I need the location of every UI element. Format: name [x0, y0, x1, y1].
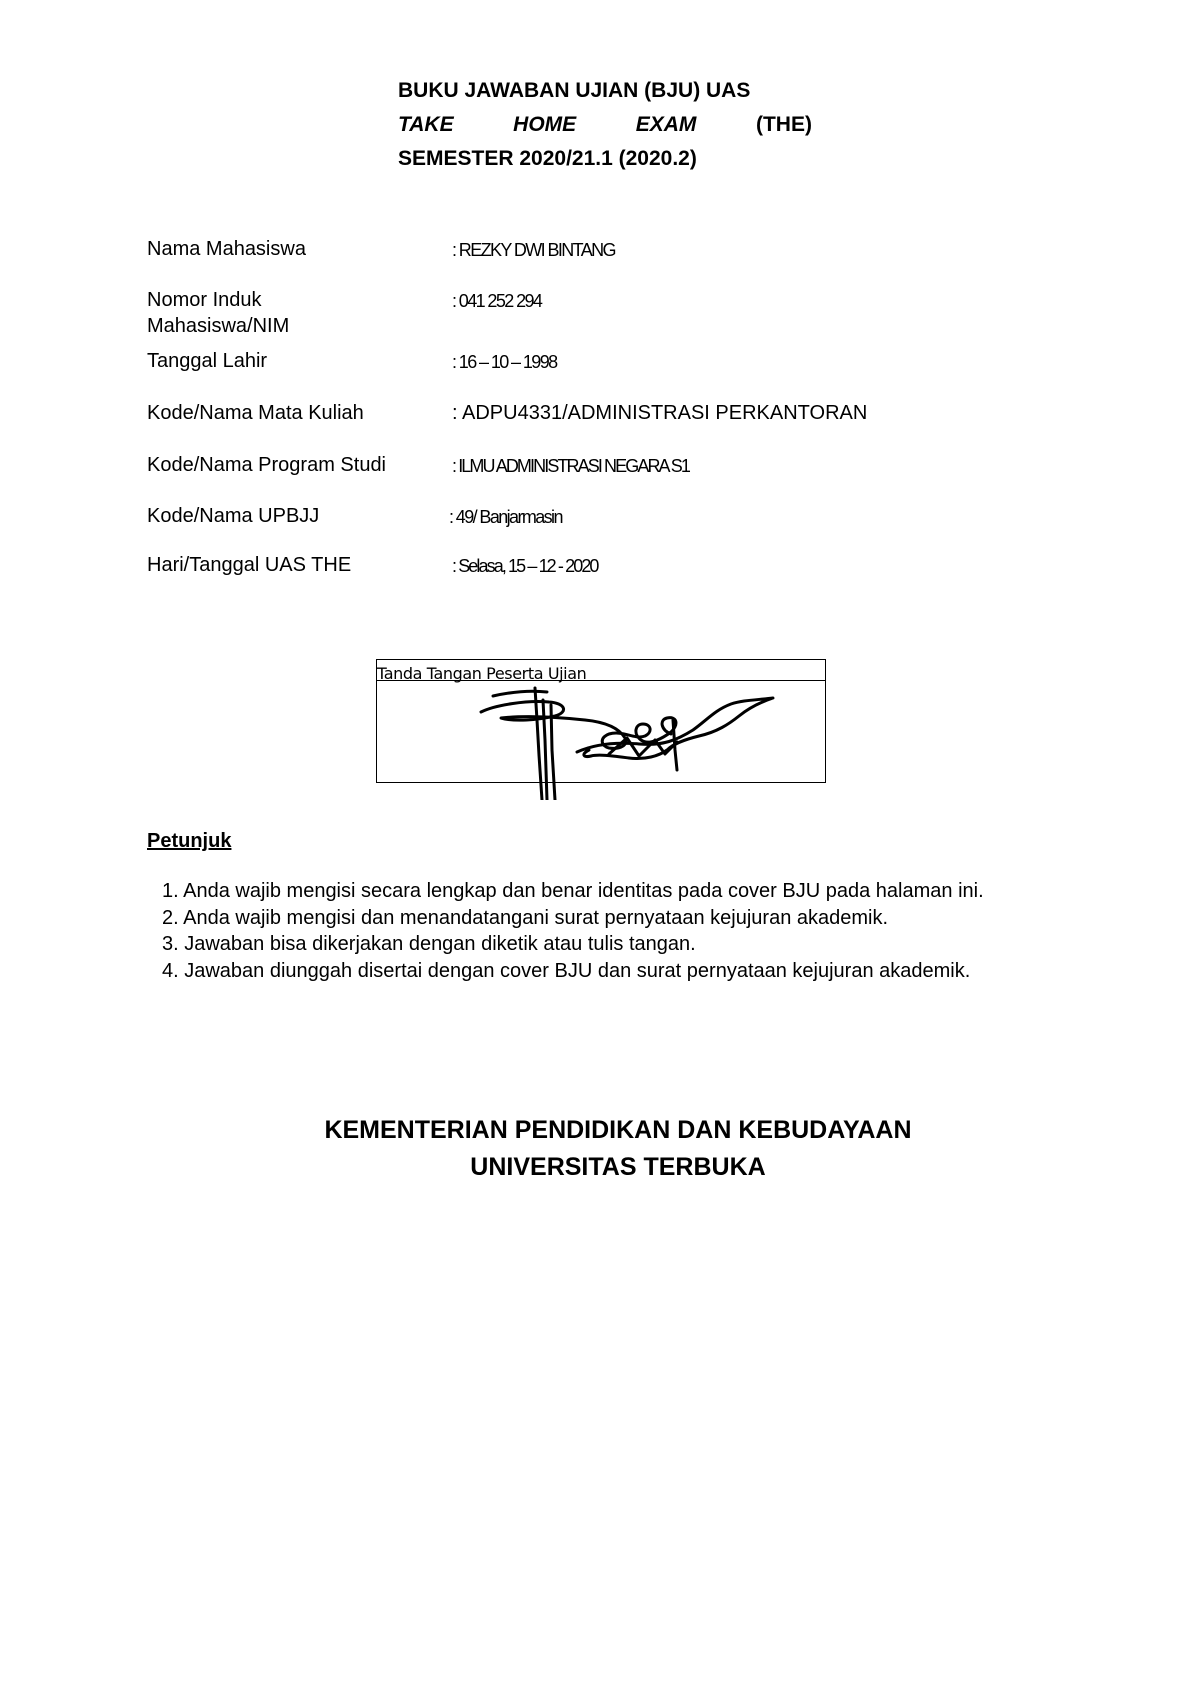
value-program-studi: : ILMU ADMINISTRASI NEGARA S1: [452, 456, 689, 476]
title-line-2: [398, 108, 812, 142]
label-mata-kuliah: Kode/Nama Mata Kuliah: [147, 402, 364, 424]
institution-footer: [0, 1112, 1200, 1186]
value-mata-kuliah: : ADPU4331/ADMINISTRASI PERKANTORAN: [452, 402, 868, 424]
instructions-title: Petunjuk: [147, 830, 232, 852]
instruction-item: 2. Anda wajib mengisi dan menandatangani surat pernyataan kejujuran akademik.: [162, 906, 889, 929]
signature-label: Tanda Tangan Peserta Ujian: [377, 664, 587, 683]
label-nim: Mahasiswa/NIM: [147, 315, 290, 337]
signature-drawing: [377, 660, 825, 800]
signature-stroke-vertical-1: [535, 688, 542, 800]
label-program-studi: Kode/Nama Program Studi: [147, 454, 387, 476]
document-title: [398, 74, 812, 176]
instructions-list: [162, 878, 984, 984]
title-word-exam: EXAM: [635, 113, 697, 136]
signature-stroke-vertical-2: [543, 700, 547, 800]
label-upbjj: Kode/Nama UPBJJ: [147, 505, 320, 527]
label-hari-tanggal: Hari/Tanggal UAS THE: [147, 554, 352, 576]
value-nim: : 041 252 294: [452, 291, 542, 311]
signature-box: [376, 659, 826, 783]
value-hari-tanggal: : Selasa, 15 – 12 - 2020: [452, 556, 598, 576]
title-line-1: BUKU JAWABAN UJIAN (BJU) UAS: [398, 79, 751, 102]
title-word-the: (THE): [755, 113, 812, 136]
instruction-item: 4. Jawaban diunggah disertai dengan cover BJU dan surat pernyataan kejujuran akademik.: [162, 959, 971, 982]
signature-stroke-main: [481, 702, 676, 749]
value-upbjj: : 49/ Banjarmasin: [449, 507, 562, 527]
title-line-3: SEMESTER 2020/21.1 (2020.2): [398, 147, 697, 170]
footer-university: UNIVERSITAS TERBUKA: [470, 1153, 766, 1181]
value-tanggal-lahir: : 16 – 10 – 1998: [452, 352, 557, 372]
signature-stroke-vertical-3: [551, 705, 555, 800]
value-nama-mahasiswa: : REZKY DWI BINTANG: [452, 240, 615, 260]
footer-ministry: KEMENTERIAN PENDIDIKAN DAN KEBUDAYAAN: [324, 1116, 912, 1144]
signature-stroke-top: [493, 691, 547, 696]
instruction-item: 3. Jawaban bisa dikerjakan dengan diketik atau tulis tangan.: [162, 933, 696, 955]
label-tanggal-lahir: Tanggal Lahir: [147, 350, 268, 372]
label-nomor-induk: Nomor Induk: [147, 289, 262, 311]
instruction-item: 1. Anda wajib mengisi secara lengkap dan benar identitas pada cover BJU pada halaman ini.: [162, 880, 984, 902]
label-nama-mahasiswa: Nama Mahasiswa: [147, 238, 306, 260]
title-word-take: TAKE: [398, 113, 454, 136]
title-word-home: HOME: [513, 113, 577, 136]
